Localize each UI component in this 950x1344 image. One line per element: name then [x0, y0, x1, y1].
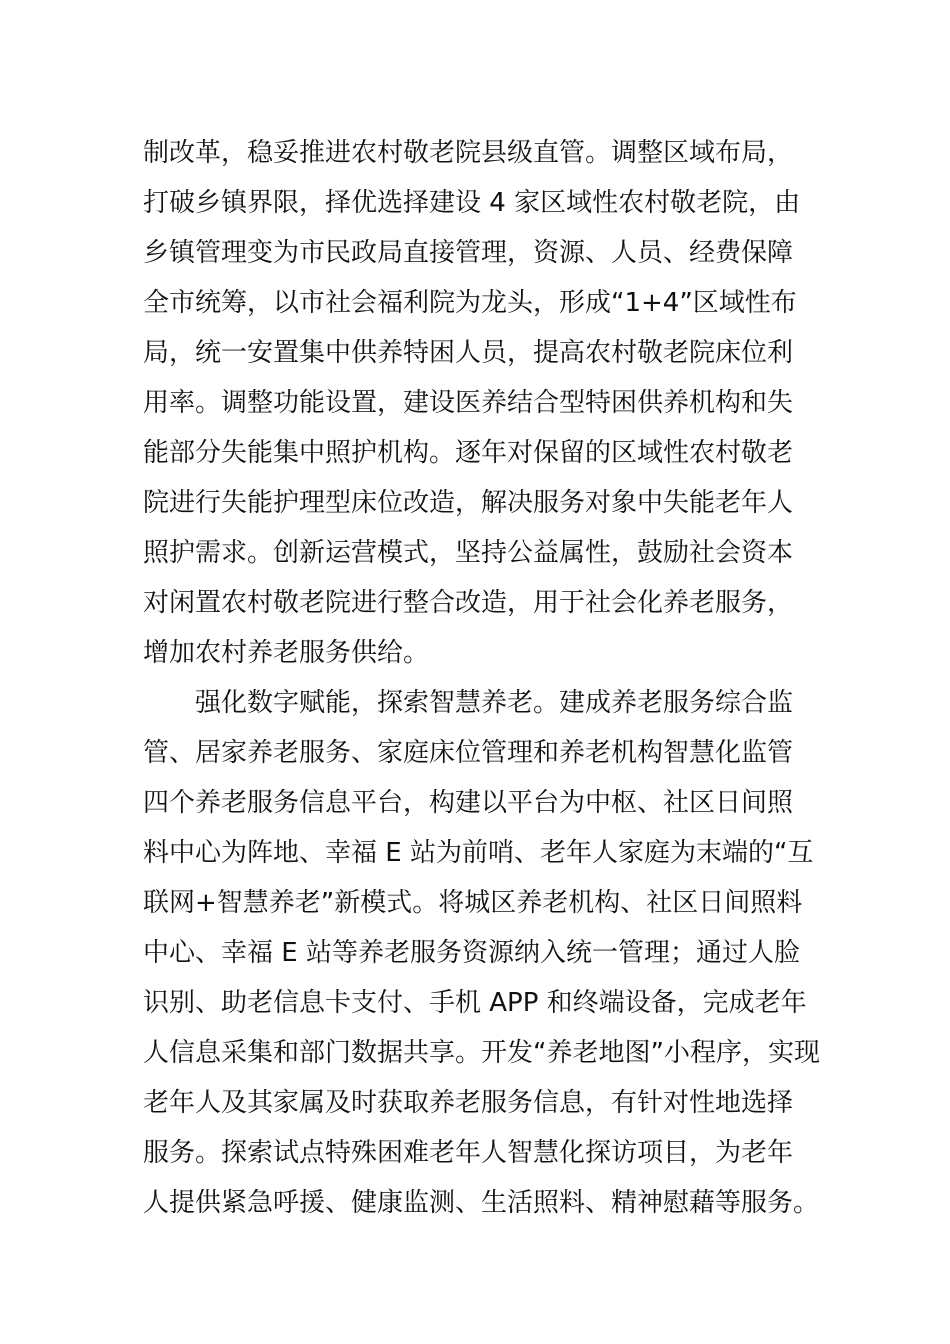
paragraph-elderly-homes [143, 128, 813, 678]
text-line: 对闲置农村敬老院进行整合改造，用于社会化养老服务， [143, 588, 794, 618]
text-line: 联网+智慧养老”新模式。将城区养老机构、社区日间照料 [143, 888, 803, 918]
text-line: 识别、助老信息卡支付、手机 APP 和终端设备，完成老年 [143, 988, 807, 1018]
text-line: 用率。调整功能设置，建设医养结合型特困供养机构和失 [143, 388, 794, 418]
body-text [143, 128, 820, 1228]
text-line: 服务。探索试点特殊困难老年人智慧化探访项目，为老年 [143, 1138, 794, 1168]
text-line: 照护需求。创新运营模式，坚持公益属性，鼓励社会资本 [143, 538, 794, 568]
text-line: 四个养老服务信息平台，构建以平台为中枢、社区日间照 [143, 788, 794, 818]
text-line: 院进行失能护理型床位改造，解决服务对象中失能老年人 [143, 488, 794, 518]
text-line: 打破乡镇界限，择优选择建设 4 家区域性农村敬老院，由 [143, 188, 801, 218]
text-line: 中心、幸福 E 站等养老服务资源纳入统一管理；通过人脸 [143, 938, 800, 968]
text-line: 老年人及其家属及时获取养老服务信息，有针对性地选择 [143, 1088, 794, 1118]
text-line: 能部分失能集中照护机构。逐年对保留的区域性农村敬老 [143, 438, 794, 468]
text-line: 料中心为阵地、幸福 E 站为前哨、老年人家庭为末端的“互 [143, 838, 814, 868]
text-line: 局，统一安置集中供养特困人员，提高农村敬老院床位利 [143, 338, 794, 368]
text-line: 人信息采集和部门数据共享。开发“养老地图”小程序，实现 [143, 1038, 820, 1068]
text-line: 乡镇管理变为市民政局直接管理，资源、人员、经费保障 [143, 238, 794, 268]
text-line: 全市统筹，以市社会福利院为龙头，形成“1+4”区域性布 [143, 288, 797, 318]
text-line: 制改革，稳妥推进农村敬老院县级直管。调整区域布局， [143, 138, 794, 168]
text-line: 增加农村养老服务供给。 [143, 638, 430, 668]
paragraph-smart-elderly-care [143, 678, 820, 1228]
text-line-first-indented: 强化数字赋能，探索智慧养老。建成养老服务综合监 [195, 688, 794, 718]
text-line: 人提供紧急呼援、健康监测、生活照料、精神慰藉等服务。 [143, 1188, 820, 1218]
text-line: 管、居家养老服务、家庭床位管理和养老机构智慧化监管 [143, 738, 794, 768]
